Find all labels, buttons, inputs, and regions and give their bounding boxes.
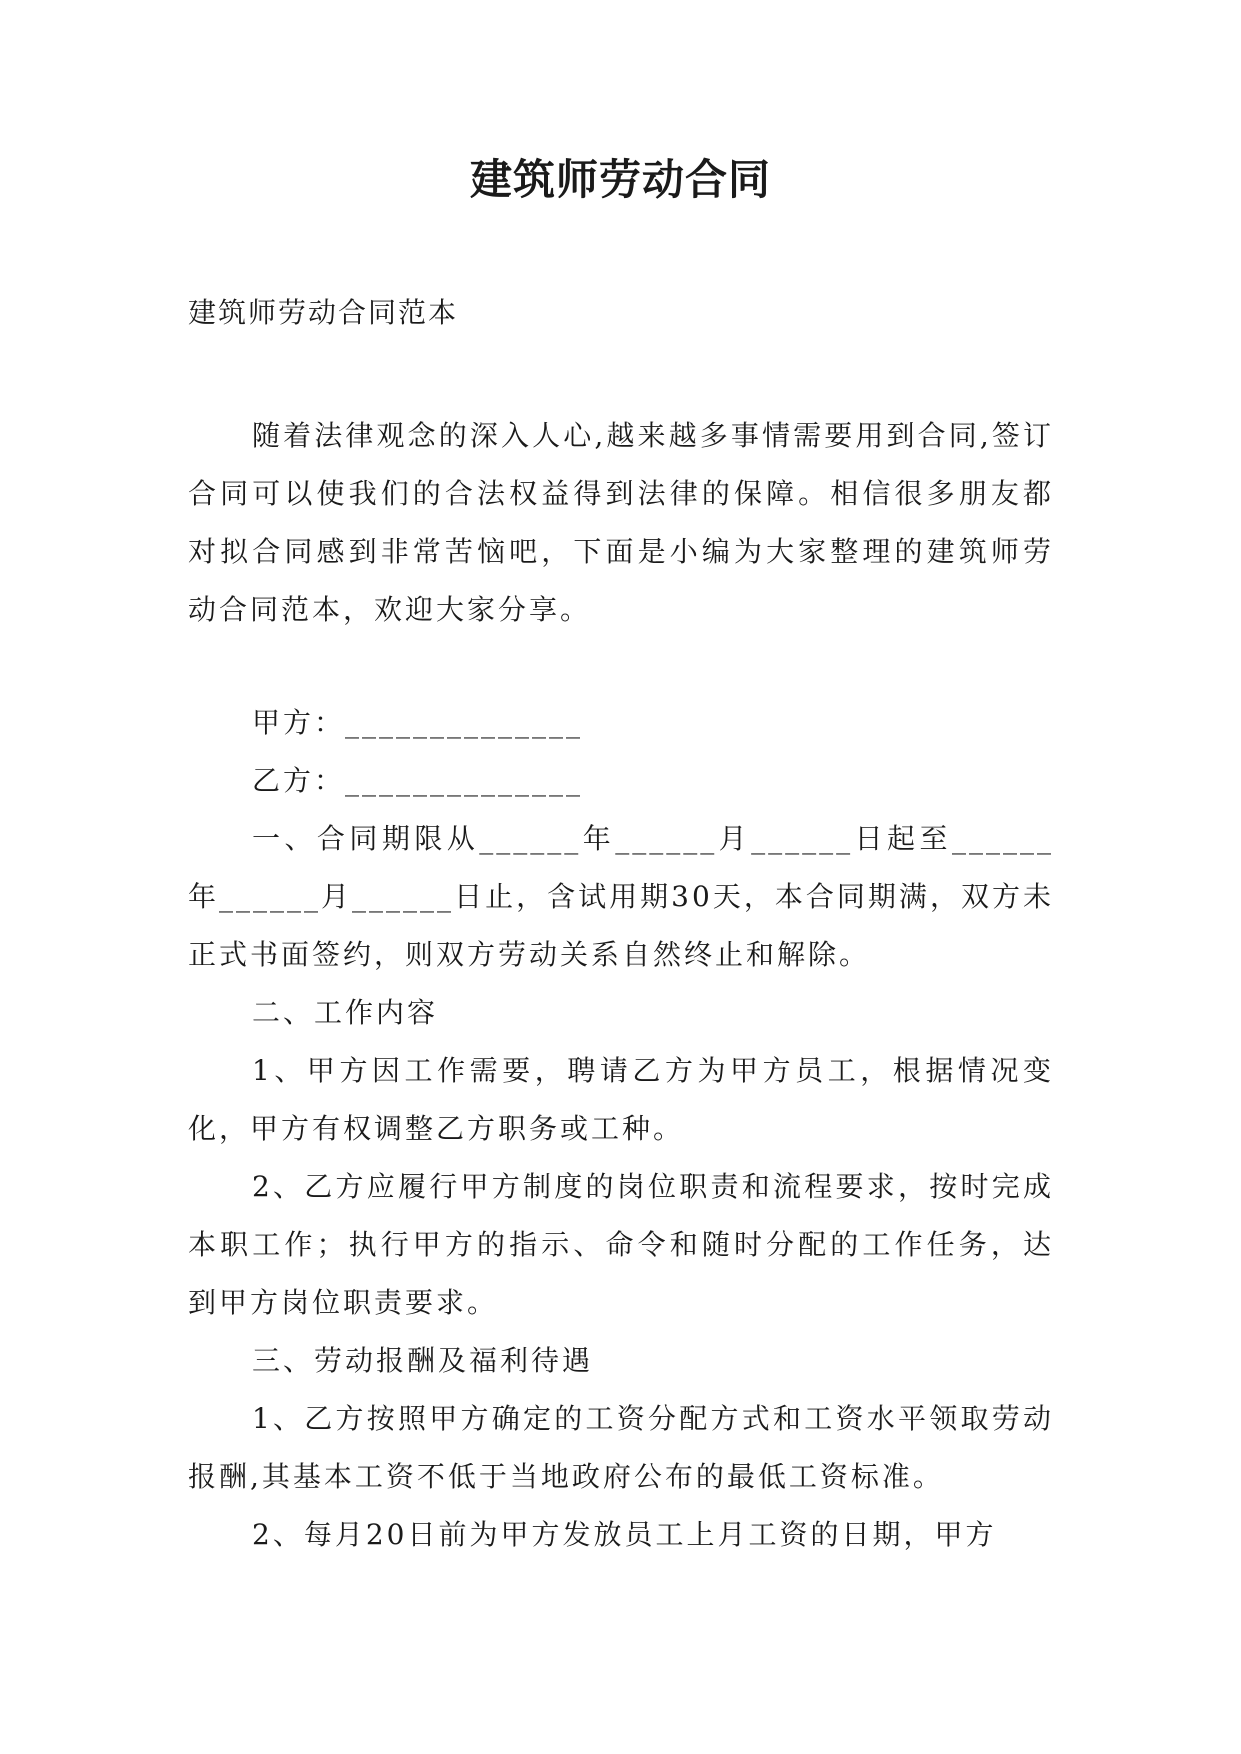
intro-section: [188, 407, 1054, 639]
section-heading-pay: 三、劳动报酬及福利待遇: [252, 1344, 594, 1377]
clause-work-1: 1、甲方因工作需要，聘请乙方为甲方员工，根据情况变化，甲方有权调整乙方职务或工种。: [188, 1054, 1054, 1145]
party-b-line: 乙方：______________: [252, 764, 584, 797]
document-subtitle: 建筑师劳动合同范本: [188, 296, 459, 329]
party-a-line: 甲方：______________: [252, 706, 584, 739]
section-heading-work: 二、工作内容: [252, 996, 439, 1029]
document-title: 建筑师劳动合同: [469, 155, 771, 204]
contract-body: [188, 694, 1054, 1564]
clause-work-2: 2、乙方应履行甲方制度的岗位职责和流程要求，按时完成本职工作；执行甲方的指示、命令和随时分配的工作任务，达到甲方岗位职责要求。: [188, 1170, 1054, 1319]
clause-term: 一、合同期限从______年______月______日起至______年______月______日止，含试用期30天，本合同期满，双方未正式书面签约，则双方劳动关系自然终止和解除。: [188, 822, 1054, 971]
intro-paragraph: 随着法律观念的深入人心,越来越多事情需要用到合同,签订合同可以使我们的合法权益得到法律的保障。相信很多朋友都对拟合同感到非常苦恼吧，下面是小编为大家整理的建筑师劳动合同范本，欢迎大家分享。: [188, 419, 1054, 626]
clause-pay-1: 1、乙方按照甲方确定的工资分配方式和工资水平领取劳动报酬,其基本工资不低于当地政府公布的最低工资标准。: [188, 1402, 1054, 1493]
clause-pay-2: 2、每月20日前为甲方发放员工上月工资的日期，甲方: [252, 1518, 997, 1551]
